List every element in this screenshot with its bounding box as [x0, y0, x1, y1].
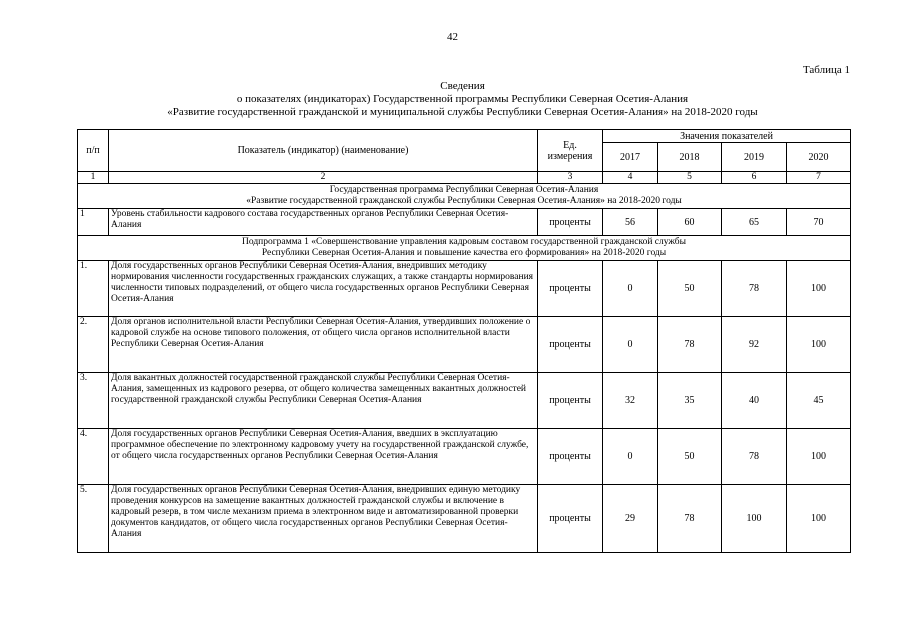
- indicator-text: Доля государственных органов Республики Северная Осетия-Алания, внедривших методику нормирования численности государственных гражданских служащих, а также стандарты нормирования численности типовых подразделений, от общего числа государственных органов Республики Северная Осетия-Алания: [109, 261, 538, 317]
- value-2019: 78: [722, 261, 787, 317]
- value-2020: 100: [787, 261, 851, 317]
- column-number: 2: [109, 172, 538, 184]
- header-values-group: Значения показателей: [603, 130, 851, 143]
- title-line-1: Сведения: [440, 80, 485, 92]
- header-row-1: [78, 130, 851, 143]
- subprogram-title: [78, 236, 851, 261]
- subprogram-title-line-2: Республики Северная Осетия-Алания и повышение качества его формирования» на 2018-2020 годы: [261, 248, 667, 258]
- column-number: 1: [78, 172, 109, 184]
- value-2018: 50: [658, 261, 722, 317]
- unit-cell: проценты: [538, 209, 603, 236]
- header-indicator: Показатель (индикатор) (наименование): [109, 130, 538, 172]
- value-2019: 40: [722, 373, 787, 429]
- indicator-text: Доля органов исполнительной власти Республики Северная Осетия-Алания, утвердивших положение о кадровой службе на основе типового положения, от общего числа органов исполнительной власти Республики Северная Осетия-Алания: [109, 317, 538, 373]
- header-year: 2020: [787, 143, 851, 172]
- row-number: 3.: [78, 373, 109, 429]
- unit-cell: проценты: [538, 261, 603, 317]
- value-2020: 100: [787, 429, 851, 485]
- table-row: [78, 317, 851, 373]
- value-2019: 100: [722, 485, 787, 553]
- header-year: 2019: [722, 143, 787, 172]
- table-row: [78, 261, 851, 317]
- value-2017: 0: [603, 317, 658, 373]
- value-2019: 92: [722, 317, 787, 373]
- table-row: [78, 429, 851, 485]
- header-year: 2018: [658, 143, 722, 172]
- indicator-text: Уровень стабильности кадрового состава государственных органов Республики Северная Осетия-Алания: [109, 209, 538, 236]
- value-2017: 0: [603, 429, 658, 485]
- value-2020: 70: [787, 209, 851, 236]
- unit-cell: проценты: [538, 485, 603, 553]
- program-title: [78, 184, 851, 209]
- unit-cell: проценты: [538, 373, 603, 429]
- column-numbers-row: [78, 172, 851, 184]
- header-year: 2017: [603, 143, 658, 172]
- value-2018: 50: [658, 429, 722, 485]
- value-2017: 56: [603, 209, 658, 236]
- row-number: 1: [78, 209, 109, 236]
- value-2018: 78: [658, 317, 722, 373]
- value-2019: 65: [722, 209, 787, 236]
- column-number: 5: [658, 172, 722, 184]
- unit-cell: проценты: [538, 317, 603, 373]
- value-2018: 60: [658, 209, 722, 236]
- title-line-3: «Развитие государственной гражданской и муниципальной службы Республики Северная Осетия-Алания» на 2018-2020 годы: [167, 106, 758, 118]
- value-2020: 100: [787, 317, 851, 373]
- row-number: 5.: [78, 485, 109, 553]
- indicator-text: Доля вакантных должностей государственной гражданской службы Республики Северная Осетия-Алания, замещенных из кадрового резерва, от общего количества замещенных вакантных должностей государственной гражданской службы Республики Северная Осетия-Алания: [109, 373, 538, 429]
- value-2017: 29: [603, 485, 658, 553]
- value-2017: 0: [603, 261, 658, 317]
- title-line-2: о показателях (индикаторах) Государственной программы Республики Северная Осетия-Алания: [236, 93, 689, 105]
- column-number: 4: [603, 172, 658, 184]
- header-num: п/п: [78, 130, 109, 172]
- row-number: 4.: [78, 429, 109, 485]
- column-number: 6: [722, 172, 787, 184]
- indicators-table: [77, 129, 851, 553]
- value-2020: 45: [787, 373, 851, 429]
- value-2019: 78: [722, 429, 787, 485]
- value-2017: 32: [603, 373, 658, 429]
- indicator-text: Доля государственных органов Республики Северная Осетия-Алания, введших в эксплуатацию программное обеспечение по электронному кадровому учету на государственной гражданской службе, от общего числа государственных органов Республики Северная Осетия-Алания: [109, 429, 538, 485]
- program-title-line-1: Государственная программа Республики Северная Осетия-Алания: [329, 185, 599, 195]
- subprogram-title-line-1: Подпрограмма 1 «Совершенствование управления кадровым составом государственной гражданской службы: [241, 237, 687, 247]
- row-number: 1.: [78, 261, 109, 317]
- program-indicator-row: [78, 209, 851, 236]
- column-number: 3: [538, 172, 603, 184]
- row-number: 2.: [78, 317, 109, 373]
- value-2020: 100: [787, 485, 851, 553]
- subprogram-row: [78, 236, 851, 261]
- table-label: Таблица 1: [802, 64, 850, 76]
- header-unit: Ед. измерения: [538, 130, 603, 172]
- program-row: [78, 184, 851, 209]
- page-number: 42: [447, 31, 458, 43]
- table-row: [78, 373, 851, 429]
- unit-cell: проценты: [538, 429, 603, 485]
- value-2018: 78: [658, 485, 722, 553]
- value-2018: 35: [658, 373, 722, 429]
- program-title-line-2: «Развитие государственной гражданской службы Республики Северная Осетия-Алания» на 2018-2020 годы: [246, 196, 682, 206]
- document-title: [40, 80, 885, 119]
- table-row: [78, 485, 851, 553]
- indicator-text: Доля государственных органов Республики Северная Осетия-Алания, внедривших единую методику проведения конкурсов на замещение вакантных должностей гражданской службы и включение в кадровый резерв, в том числе механизм приема в электронном виде и автоматизированной проверки документов кандидатов, от общего числа государственных органов Республики Северная Осетия-Алания: [109, 485, 538, 553]
- column-number: 7: [787, 172, 851, 184]
